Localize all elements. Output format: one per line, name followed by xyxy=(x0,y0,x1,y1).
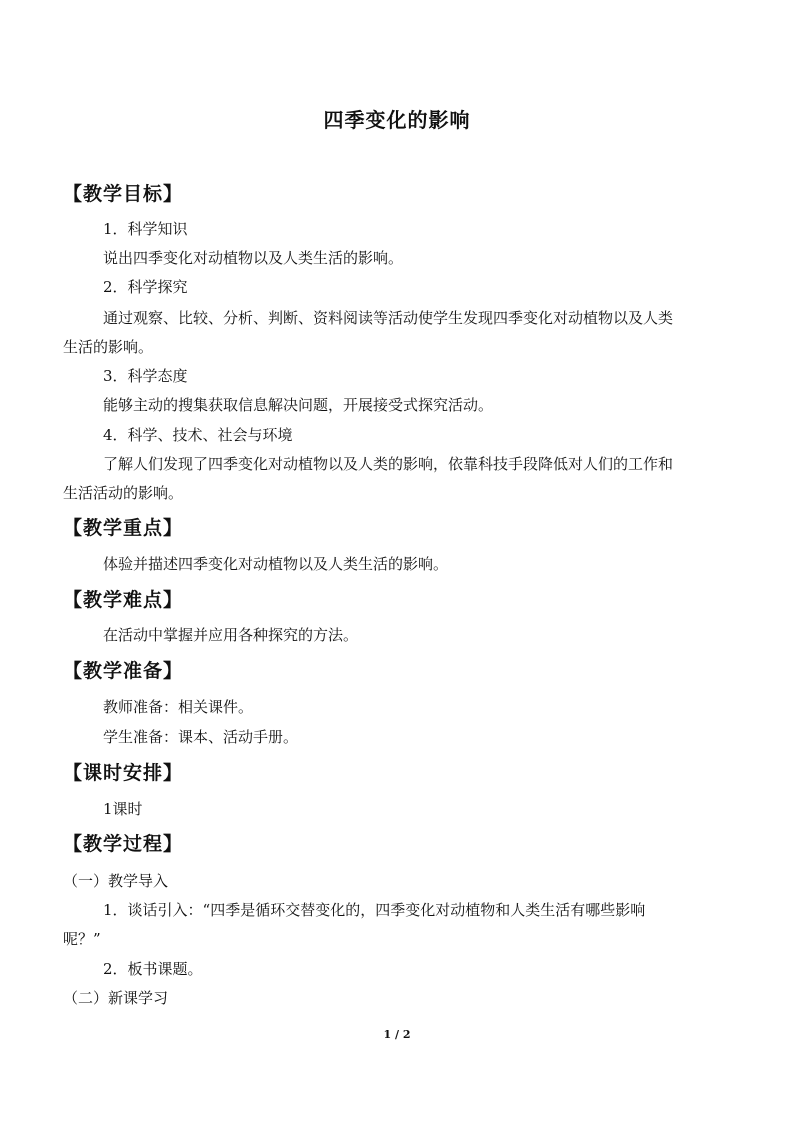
preparation-line: 教师准备：相关课件。 xyxy=(103,698,254,716)
process-line: 1．谈话引入：“四季是循环交替变化的，四季变化对动植物和人类生活有哪些影响 xyxy=(103,901,646,919)
objective-line: 生活的影响。 xyxy=(63,338,154,356)
objective-line: 生活活动的影响。 xyxy=(63,484,184,502)
objective-line: 4．科学、技术、社会与环境 xyxy=(103,426,293,444)
process-line: 2．板书课题。 xyxy=(103,960,203,978)
process-line: 呢？” xyxy=(63,930,101,948)
objective-line: 了解人们发现了四季变化对动植物以及人类的影响，依靠科技手段降低对人们的工作和 xyxy=(103,455,674,473)
key-point-line: 体验并描述四季变化对动植物以及人类生活的影响。 xyxy=(103,555,449,573)
section-heading-process: 【教学过程】 xyxy=(63,833,184,855)
objective-line: 3．科学态度 xyxy=(103,367,188,385)
schedule-line: 1课时 xyxy=(103,800,143,818)
objective-line: 1．科学知识 xyxy=(103,220,188,238)
section-heading-preparation: 【教学准备】 xyxy=(63,660,184,682)
process-line: （一）教学导入 xyxy=(63,872,169,890)
section-heading-schedule: 【课时安排】 xyxy=(63,762,184,784)
section-heading-key-points: 【教学重点】 xyxy=(63,517,184,539)
objective-line: 通过观察、比较、分析、判断、资料阅读等活动使学生发现四季变化对动植物以及人类 xyxy=(103,309,674,327)
page-title: 四季变化的影响 xyxy=(323,108,471,132)
difficulty-line: 在活动中掌握并应用各种探究的方法。 xyxy=(103,626,359,644)
objective-line: 2．科学探究 xyxy=(103,278,188,296)
page-indicator: 1 / 2 xyxy=(383,1028,411,1041)
objective-line: 能够主动的搜集获取信息解决问题，开展接受式探究活动。 xyxy=(103,396,494,414)
objective-line: 说出四季变化对动植物以及人类生活的影响。 xyxy=(103,249,404,267)
process-line: （二）新课学习 xyxy=(63,989,169,1007)
preparation-line: 学生准备：课本、活动手册。 xyxy=(103,728,299,746)
section-heading-difficulties: 【教学难点】 xyxy=(63,589,184,611)
section-heading-objectives: 【教学目标】 xyxy=(63,183,184,205)
